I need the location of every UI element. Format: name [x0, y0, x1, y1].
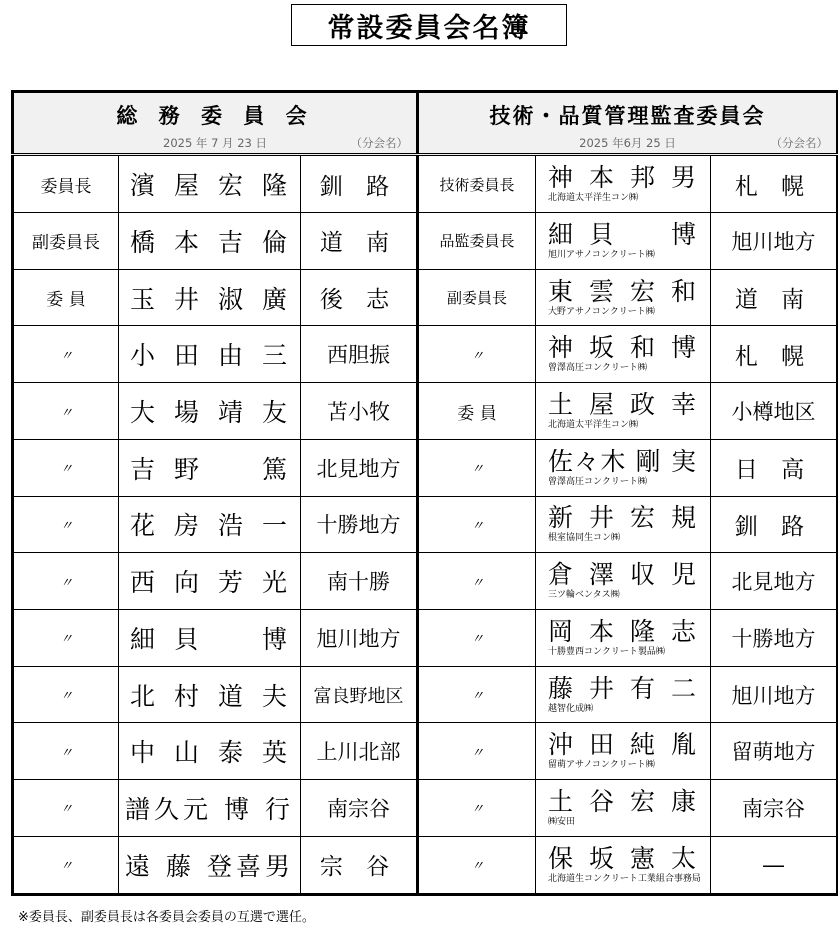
role-label: 〃 — [470, 689, 483, 705]
role-label: 〃 — [59, 462, 72, 478]
role-label: 〃 — [59, 405, 72, 421]
company-name: 旭川アサノコンクリート㈱ — [548, 249, 655, 260]
company-name: 北海道太平洋生コン㈱ — [548, 193, 639, 204]
member-name: 土 屋 政 幸 — [548, 390, 696, 420]
right-branch-cell — [711, 496, 838, 553]
left-role-cell — [13, 836, 119, 894]
left-branch-cell — [301, 610, 418, 667]
member-name: 吉野 篤 — [119, 439, 301, 496]
branch-name: 日 高 — [734, 457, 813, 484]
role-label: 〃 — [59, 802, 72, 818]
branch-name: 旭川地方 — [316, 626, 401, 651]
right-member-cell — [536, 213, 711, 270]
right-member-cell — [536, 666, 711, 723]
left-branch-cell — [301, 496, 418, 553]
role-label: 委 員 — [457, 403, 497, 424]
branch-name: 北見地方 — [731, 570, 816, 595]
role-label: 〃 — [470, 745, 483, 761]
left-branch-cell — [301, 836, 418, 894]
left-branch-cell — [301, 723, 418, 780]
role-label: 〃 — [59, 859, 72, 875]
right-member-cell — [536, 439, 711, 496]
member-name: 濱屋宏隆 — [119, 155, 301, 213]
branch-name: ― — [763, 852, 784, 877]
member-name: 東 雲 宏 和 — [548, 276, 696, 306]
left-branch-cell — [301, 155, 418, 213]
branch-name: 旭川地方 — [731, 229, 816, 254]
left-branch-cell — [301, 553, 418, 610]
member-name: 小田由三 — [119, 326, 301, 383]
branch-name: 釧 路 — [319, 173, 398, 200]
right-branch-cell — [711, 439, 838, 496]
member-name: 神 坂 和 博 — [548, 333, 696, 363]
member-name: 藤 井 有 二 — [548, 673, 696, 703]
branch-name: 道 南 — [734, 287, 813, 314]
right-member-cell — [536, 326, 711, 383]
branch-name: 道 南 — [319, 230, 398, 257]
role-label: 〃 — [470, 632, 483, 648]
role-label: 〃 — [59, 689, 72, 705]
role-label: 〃 — [59, 745, 72, 761]
right-member-cell — [536, 496, 711, 553]
right-member-cell — [536, 610, 711, 667]
branch-name: 西胆振 — [327, 343, 390, 368]
member-row — [13, 439, 838, 496]
company-name: 十勝豊西コンクリート製品㈱ — [548, 646, 665, 657]
role-label: 副委員長 — [32, 233, 100, 254]
branch-name: 札 幌 — [734, 343, 813, 370]
role-label: 〃 — [470, 348, 483, 364]
member-name: 沖 田 純 胤 — [548, 730, 696, 760]
left-role-cell — [13, 723, 119, 780]
left-role-cell — [13, 326, 119, 383]
role-label: 委 員 — [46, 290, 86, 311]
left-branch-cell — [301, 326, 418, 383]
member-name: 神 本 邦 男 — [548, 163, 696, 193]
member-name: 玉井淑廣 — [119, 269, 301, 326]
meeting-date: 2025 年 7 月 23 日 — [163, 136, 267, 150]
left-role-cell — [13, 496, 119, 553]
left-branch-cell — [301, 269, 418, 326]
member-name: 新 井 宏 規 — [548, 503, 696, 533]
right-branch-cell — [711, 666, 838, 723]
role-label: 〃 — [470, 462, 483, 478]
branch-name: 旭川地方 — [731, 683, 816, 708]
committee-name: 技術・品質管理監査委員会 — [489, 104, 766, 128]
left-role-cell — [13, 383, 119, 440]
left-role-cell — [13, 213, 119, 270]
footnote: ※委員長、副委員長は各委員会委員の互選で選任。 — [18, 910, 315, 925]
right-branch-cell — [711, 723, 838, 780]
right-member-cell — [536, 553, 711, 610]
role-label: 〃 — [470, 518, 483, 534]
member-name: 佐々木 剛 実 — [548, 446, 696, 476]
member-row — [13, 326, 838, 383]
right-member-cell — [536, 383, 711, 440]
role-label: 副委員長 — [446, 289, 507, 308]
right-member-cell — [536, 269, 711, 326]
member-row — [13, 383, 838, 440]
left-role-cell — [13, 780, 119, 837]
branch-name: 南宗谷 — [327, 796, 390, 821]
branch-name: 南十勝 — [327, 570, 390, 595]
member-name: 岡 本 隆 志 — [548, 616, 696, 646]
member-row — [13, 666, 838, 723]
right-branch-cell — [711, 610, 838, 667]
member-row — [13, 723, 838, 780]
branch-name: 富良野地区 — [313, 685, 404, 707]
left-role-cell — [13, 155, 119, 213]
member-name: 花房浩一 — [119, 496, 301, 553]
member-name: 橋本吉倫 — [119, 213, 301, 270]
company-name: 根室協同生コン㈱ — [548, 533, 621, 544]
branch-name: 上川北部 — [316, 740, 401, 765]
left-role-cell — [13, 439, 119, 496]
member-row — [13, 780, 838, 837]
member-row — [13, 610, 838, 667]
member-name: 大場靖友 — [119, 383, 301, 440]
right-role-cell — [418, 780, 536, 837]
member-name: 細 貝 博 — [548, 219, 696, 249]
right-branch-cell — [711, 155, 838, 213]
right-member-cell — [536, 723, 711, 780]
branch-name: 宗 谷 — [319, 854, 398, 881]
right-branch-cell — [711, 553, 838, 610]
page-title: 常設委員会名簿 — [291, 4, 567, 46]
member-name: 遠 藤 登喜男 — [119, 836, 301, 894]
right-role-cell — [418, 610, 536, 667]
branch-note: （分会名） — [770, 136, 828, 150]
branch-note: （分会名） — [350, 136, 408, 150]
left-branch-cell — [301, 383, 418, 440]
right-member-cell — [536, 836, 711, 894]
company-name: 越智化成㈱ — [548, 703, 594, 714]
left-branch-cell — [301, 439, 418, 496]
branch-name: 留萌地方 — [731, 740, 816, 765]
right-role-cell — [418, 439, 536, 496]
left-branch-cell — [301, 666, 418, 723]
branch-name: 南宗谷 — [742, 796, 805, 821]
company-name: 三ツ輪ベンタス㈱ — [548, 590, 620, 601]
member-name: 倉 澤 収 児 — [548, 560, 696, 590]
company-name: 留萌アサノコンクリート㈱ — [548, 760, 655, 771]
branch-name: 北見地方 — [316, 456, 401, 481]
branch-name: 後 志 — [319, 287, 398, 314]
branch-name: 小樽地区 — [731, 400, 816, 425]
member-row — [13, 155, 838, 213]
member-name: 北村道夫 — [119, 666, 301, 723]
right-role-cell — [418, 269, 536, 326]
role-label: 委員長 — [40, 176, 92, 197]
member-name: 譜久元 博 行 — [119, 780, 301, 837]
member-name: 中山泰英 — [119, 723, 301, 780]
right-role-cell — [418, 723, 536, 780]
committee-name: 総 務 委 員 会 — [116, 104, 314, 128]
right-branch-cell — [711, 326, 838, 383]
member-row — [13, 496, 838, 553]
left-role-cell — [13, 666, 119, 723]
role-label: 〃 — [59, 518, 72, 534]
role-label: 〃 — [59, 632, 72, 648]
member-row — [13, 553, 838, 610]
right-role-cell — [418, 326, 536, 383]
committee-roster-table — [11, 90, 838, 896]
right-branch-cell — [711, 780, 838, 837]
right-role-cell — [418, 383, 536, 440]
right-role-cell — [418, 496, 536, 553]
right-role-cell — [418, 155, 536, 213]
right-branch-cell — [711, 383, 838, 440]
company-name: 曾澤高圧コンクリート㈱ — [548, 476, 647, 487]
left-branch-cell — [301, 780, 418, 837]
member-row — [13, 213, 838, 270]
member-name: 土 谷 宏 康 — [548, 786, 696, 816]
company-name: 北海道生コンクリート工業組合事務局 — [548, 873, 701, 884]
role-label: 〃 — [470, 802, 483, 818]
meeting-date: 2025 年6月 25 日 — [579, 136, 676, 150]
role-label: 〃 — [470, 575, 483, 591]
left-branch-cell — [301, 213, 418, 270]
role-label: 品監委員長 — [439, 232, 515, 251]
role-label: 〃 — [59, 348, 72, 364]
member-row — [13, 269, 838, 326]
company-name: 大野アサノコンクリート㈱ — [548, 306, 655, 317]
company-name: 曾澤高圧コンクリート㈱ — [548, 363, 647, 374]
branch-name: 苫小牧 — [327, 400, 390, 425]
committee-header-row — [13, 92, 838, 155]
role-label: 〃 — [59, 575, 72, 591]
branch-name: 十勝地方 — [316, 513, 401, 538]
right-role-cell — [418, 666, 536, 723]
right-role-cell — [418, 836, 536, 894]
branch-name: 十勝地方 — [731, 626, 816, 651]
right-branch-cell — [711, 213, 838, 270]
left-role-cell — [13, 610, 119, 667]
member-name: 細貝 博 — [119, 610, 301, 667]
role-label: 技術委員長 — [439, 175, 515, 194]
company-name: ㈱安田 — [548, 816, 576, 827]
right-branch-cell — [711, 836, 838, 894]
role-label: 〃 — [470, 859, 483, 875]
member-name: 保 坂 憲 太 — [548, 843, 696, 873]
member-row — [13, 836, 838, 894]
company-name: 北海道太平洋生コン㈱ — [548, 420, 639, 431]
technical-audit-committee-header — [418, 92, 838, 155]
left-role-cell — [13, 269, 119, 326]
branch-name: 釧 路 — [734, 513, 813, 540]
left-role-cell — [13, 553, 119, 610]
branch-name: 札 幌 — [734, 173, 813, 200]
right-member-cell — [536, 155, 711, 213]
right-role-cell — [418, 213, 536, 270]
right-member-cell — [536, 780, 711, 837]
right-branch-cell — [711, 269, 838, 326]
general-affairs-committee-header — [13, 92, 418, 155]
right-role-cell — [418, 553, 536, 610]
member-name: 西向芳光 — [119, 553, 301, 610]
